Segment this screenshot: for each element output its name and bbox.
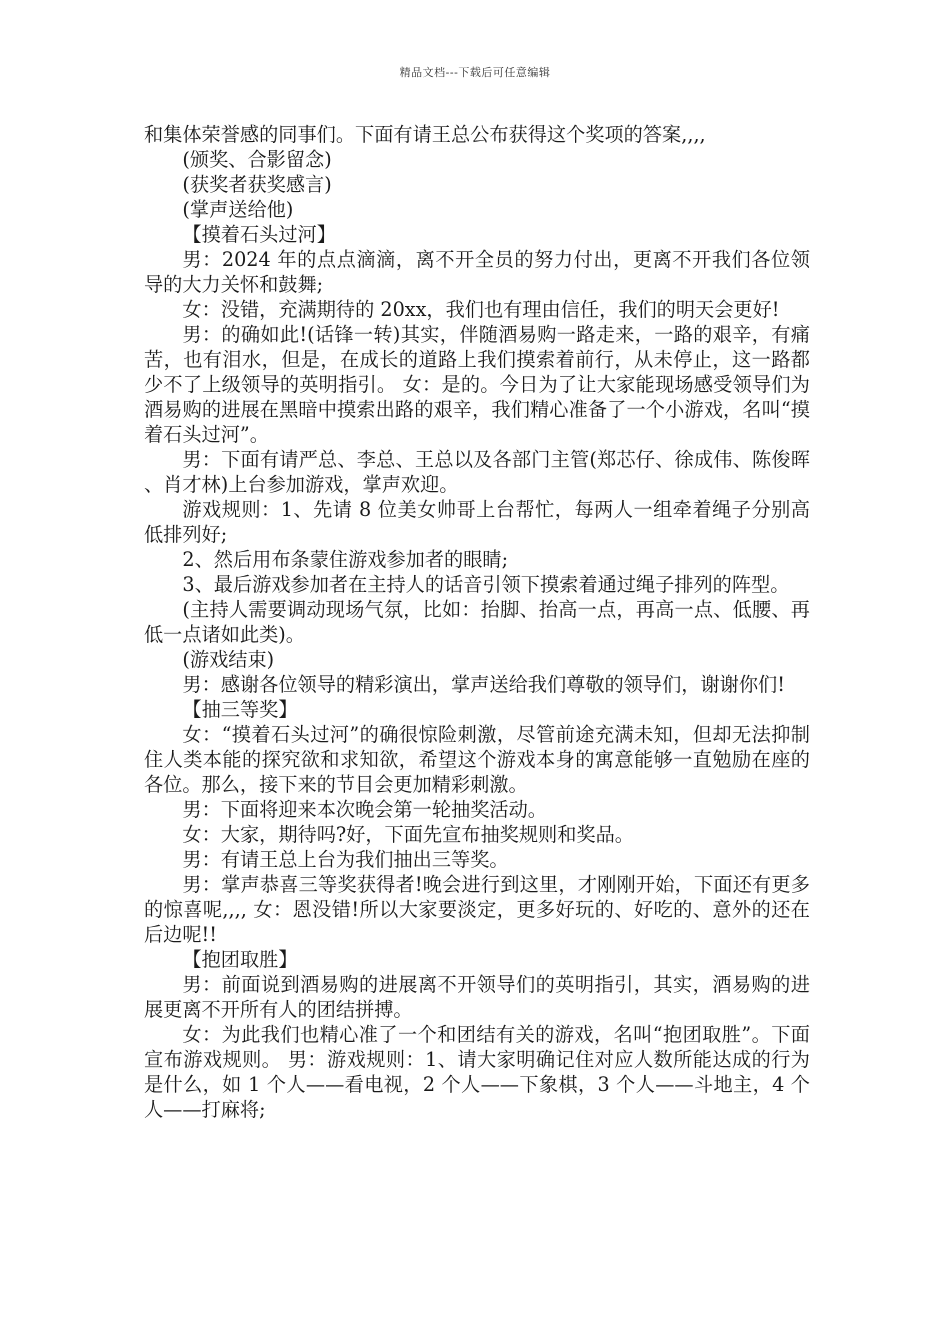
page-header: 精品文档---下载后可任意编辑 [399,66,551,79]
paragraph: 3、最后游戏参加者在主持人的话音引领下摸索着通过绳子排列的阵型。 [182,573,790,596]
paragraph: 男：下面将迎来本次晚会第一轮抽奖活动。 [182,798,547,821]
paragraph: 男：感谢各位领导的精彩演出，掌声送给我们尊敬的领导们，谢谢你们! [182,673,785,696]
section-heading: 【抽三等奖】 [182,698,298,721]
paragraph: 女：没错，充满期待的 20xx，我们也有理由信任，我们的明天会更好! [182,298,780,321]
stage-note: (掌声送给他) [182,198,294,221]
paragraph: 女：大家，期待吗?好，下面先宣布抽奖规则和奖品。 [182,823,634,846]
stage-note: (主持人需要调动现场气氛，比如：抬脚、抬高一点，再高一点、低腰、再低一点诸如此类)。 [144,598,810,646]
paragraph: 女：为此我们也精心准了一个和团结有关的游戏，名叫“抱团取胜”。下面宣布游戏规则。 男：游戏规则：1、请大家明确记住对应人数所能达成的行为是什么，如 1 个人——看电视，2 个人——下象棋，3 个人——斗地主，4 个人——打麻将; [144,1023,810,1121]
stage-note: (颁奖、合影留念) [182,148,332,171]
paragraph: 男：前面说到酒易购的进展离不开领导们的英明指引，其实，酒易购的进展更离不开所有人的团结拼搏。 [144,973,810,1021]
stage-note: (游戏结束) [182,648,275,671]
stage-note: (获奖者获奖感言) [182,173,332,196]
paragraph: 游戏规则：1、先请 8 位美女帅哥上台帮忙，每两人一组牵着绳子分别高低排列好; [144,498,810,546]
paragraph: 男：的确如此!(话锋一转)其实，伴随酒易购一路走来，一路的艰辛，有痛苦，也有泪水，但是，在成长的道路上我们摸索着前行，从未停止，这一路都少不了上级领导的英明指引。 女：是的。今日为了让大家能现场感受领导们为酒易购的进展在黑暗中摸索出路的艰辛，我们精心准备了一个小游戏，名叫“摸着石头过河”。 [144,323,810,446]
section-heading: 【抱团取胜】 [182,948,298,971]
section-heading: 【摸着石头过河】 [182,223,336,246]
paragraph: 女：“摸着石头过河”的确很惊险刺激，尽管前途充满未知，但却无法抑制住人类本能的探究欲和求知欲，希望这个游戏本身的寓意能够一直勉励在座的各位。那么，接下来的节目会更加精彩刺激。 [144,723,810,796]
paragraph: 男：2024 年的点点滴滴，离不开全员的努力付出，更离不开我们各位领导的大力关怀和鼓舞; [144,248,810,296]
paragraph: 男：有请王总上台为我们抽出三等奖。 [182,848,509,871]
paragraph: 男：掌声恭喜三等奖获得者!晚会进行到这里，才刚刚开始，下面还有更多的惊喜呢,,,, 女：恩没错!所以大家要淡定，更多好玩的、好吃的、意外的还在后边呢!! [144,873,810,946]
paragraph: 2、然后用布条蒙住游戏参加者的眼睛; [182,548,509,571]
document-body [144,122,810,1122]
paragraph: 男：下面有请严总、李总、王总以及各部门主管(郑芯仔、徐成伟、陈俊晖、肖才林)上台参加游戏，掌声欢迎。 [144,448,810,496]
paragraph: 和集体荣誉感的同事们。下面有请王总公布获得这个奖项的答案,,,, [144,123,706,146]
